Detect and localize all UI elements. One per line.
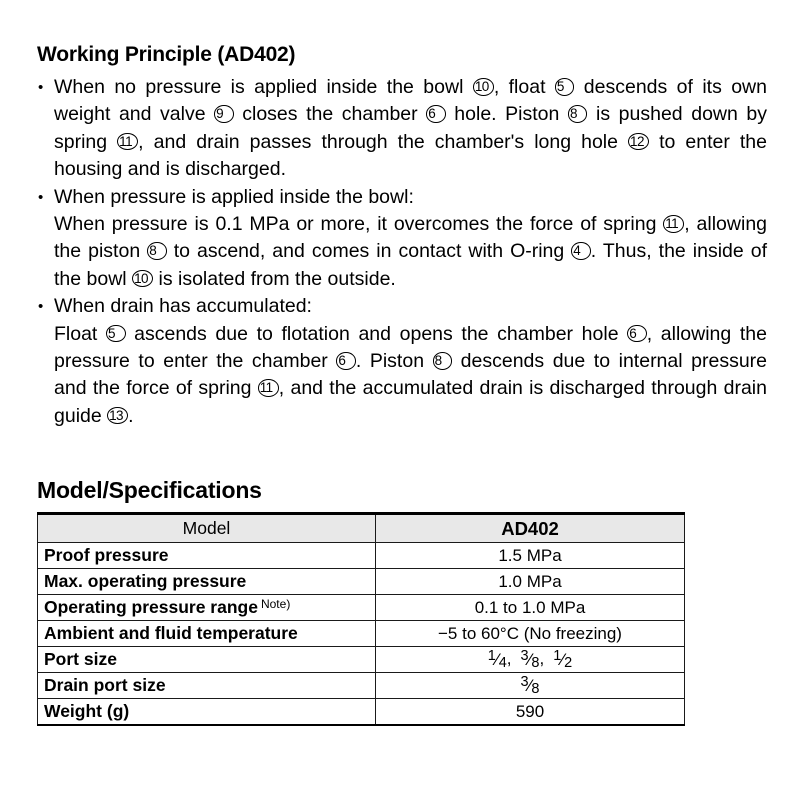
spec-value-cell [376,673,685,699]
spec-label-cell: Ambient and fluid temperature [38,621,376,647]
principle-bullet-3-lead: • When drain has accumulated: [54,295,312,318]
circled-number-8: 8 [568,105,588,123]
fraction-1-4: 1⁄4 [487,647,507,671]
circled-number-8: 8 [433,352,453,370]
spec-value-cell: 1.5 MPa [376,543,685,569]
principle-bullet-2-lead: • When pressure is applied inside the bowl: [54,185,414,208]
circled-number-6: 6 [336,352,356,370]
spec-value-cell: −5 to 60°C (No freezing) [376,621,685,647]
specifications-table-body [38,514,685,726]
table-row [38,673,685,699]
circled-number-6: 6 [627,325,647,343]
table-row [38,569,685,595]
principle-bullet-2-text: When pressure is 0.1 MPa or more, it overcomes the force of spring 11 , allowing the piston 8 to ascend, and comes in contact with O-ring 4 . Thus, the inside of the bowl 10 is isolated from the outside. [54,213,768,290]
circled-number-9: 9 [214,105,234,123]
header-model-value: AD402 [376,514,685,543]
working-principle-heading: Working Principle (AD402) [37,43,296,66]
circled-number-10: 10 [473,78,494,96]
spec-label-cell: Weight (g) [38,699,376,726]
table-row [38,621,685,647]
principle-bullet-1 [37,74,767,184]
spec-label-cell: Max. operating pressure [38,569,376,595]
circled-number-10: 10 [132,270,153,288]
table-row [38,699,685,726]
table-row [38,543,685,569]
principle-bullet-1-text: • When no pressure is applied inside the bowl 10 , float 5 descends of its own weight and valve 9 closes the chamber 6 hole. Piston 8 is pushed down by spring 11 , and drain passes through the chamber's long hole 12 to enter the housing and is discharged. [54,76,768,181]
specifications-heading: Model/Specifications [37,477,262,503]
spec-label-cell: Proof pressure [38,543,376,569]
table-row [38,647,685,673]
fraction-1-2: 1⁄2 [553,647,573,671]
circled-number-5: 5 [555,78,575,96]
principle-bullet-2 [37,184,767,294]
spec-value-cell: 0.1 to 1.0 MPa [376,595,685,621]
header-model-label: Model [38,514,376,543]
principle-bullet-3 [37,293,767,430]
circled-number-4: 4 [571,242,591,260]
specifications-table [37,512,685,726]
note-superscript: Note) [260,597,291,611]
circled-number-11: 11 [663,215,684,233]
table-header-row [38,514,685,543]
circled-number-6: 6 [426,105,446,123]
fraction-3-8: 3⁄8 [520,673,540,697]
circled-number-11: 11 [258,379,279,397]
spec-label-cell: Operating pressure range $^{Note)}$ [38,595,376,621]
circled-number-8: 8 [147,242,167,260]
spec-value-cell: 590 [376,699,685,726]
working-principle-body [37,74,767,430]
spec-label-cell: Port size [38,647,376,673]
circled-number-5: 5 [106,325,126,343]
principle-bullet-3-text: Float 5 ascends due to flotation and opens the chamber hole 6 , allowing the pressure to enter the chamber 6 . Piston 8 descends due to internal pressure and the force of spring 11 , and the accumulated drain is discharged through drain guide 13 . [54,322,768,427]
circled-number-11: 11 [117,133,138,151]
circled-number-12: 12 [628,133,649,151]
spec-value-cell: 1.0 MPa [376,569,685,595]
table-row [38,595,685,621]
spec-label-cell: Drain port size [38,673,376,699]
circled-number-13: 13 [107,407,128,425]
fraction-3-8: 3⁄8 [520,647,540,671]
spec-value-cell: 1⁄4, 3⁄8, 1⁄2 [376,647,685,673]
